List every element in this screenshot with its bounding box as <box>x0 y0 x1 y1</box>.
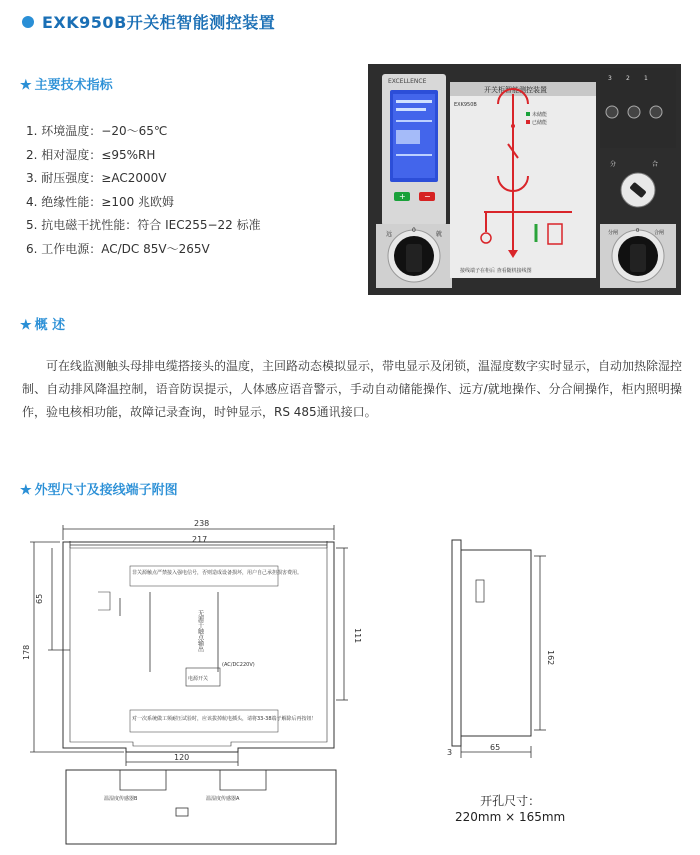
cutout-label: 开孔尺寸： <box>480 794 541 808</box>
svg-text:1: 1 <box>644 75 648 82</box>
svg-text:EXK950B: EXK950B <box>454 102 477 108</box>
svg-text:远: 远 <box>386 231 393 238</box>
svg-text:0: 0 <box>636 228 640 234</box>
power-voltage: (AC/DC220V) <box>222 662 255 668</box>
passive-contact-label: 无源干触点输出 <box>196 610 204 652</box>
dimensions-heading-text: 外型尺寸及接线端子附图 <box>34 483 178 498</box>
terminal-warning-top: 非关源触点严禁接入强电信号，否则造成设备损坏，用户自己承担损害费用。 <box>132 570 303 576</box>
dim-side-height: 162 <box>546 650 555 666</box>
power-switch-label: 电源开关 <box>188 676 209 682</box>
terminal-warning-bottom: 对一次系统做工频耐压试验时，应该拔掉航电插头，请将33-38端子解除后再按钮！ <box>132 716 317 722</box>
page-title-text: EXK950B开关柜智能测控装置 <box>42 13 276 32</box>
svg-text:分: 分 <box>610 161 617 168</box>
sensor-a-label: 温湿度传感器A <box>206 796 240 802</box>
svg-text:合: 合 <box>652 161 659 168</box>
dim-side-thickness: 3 <box>447 748 453 757</box>
star-icon: ★ <box>20 78 32 93</box>
svg-text:2: 2 <box>626 75 630 82</box>
cutout-value: 220mm × 165mm <box>455 810 566 824</box>
svg-text:0: 0 <box>412 227 416 234</box>
sensor-b-label: 温湿度传感器B <box>104 796 138 802</box>
svg-text:接线端子在柜后 查看随机接线图: 接线端子在柜后 查看随机接线图 <box>460 268 532 274</box>
spec-item: 4. 绝缘性能：≥100 兆欧姆 <box>26 194 175 209</box>
dim-bottom-width: 120 <box>174 753 190 762</box>
dim-inner-width: 217 <box>192 535 208 544</box>
svg-text:3: 3 <box>608 75 612 82</box>
overview-heading-text: 概 述 <box>34 318 66 333</box>
spec-item: 1. 环境温度：−20～65℃ <box>26 124 168 138</box>
svg-text:就: 就 <box>436 231 443 238</box>
dim-right-height: 111 <box>353 628 362 644</box>
svg-text:分闸: 分闸 <box>608 230 619 236</box>
cutout-size <box>455 793 565 825</box>
overview-text: 可在线监测触头母排电缆搭接头的温度，主回路动态模拟显示，带电显示及闭锁，温湿度数字实时显示，自动加热除湿控制、自动排风降温控制，语音防误提示，人体感应语音警示，手动自动储能操作、远方/就地操作、分合闸操作，柜内照明操作，验电核相功能，故障记录查询，时钟显示，RS 485通讯接口。 <box>22 359 683 419</box>
svg-text:开关柜智能测控装置: 开关柜智能测控装置 <box>484 86 547 94</box>
dim-side-depth: 65 <box>490 743 501 752</box>
svg-text:未储能: 未储能 <box>532 112 548 118</box>
dim-left-height: 65 <box>35 593 44 604</box>
dim-overall-width: 238 <box>194 519 210 528</box>
spec-item: 3. 耐压强度：≥AC2000V <box>26 171 167 185</box>
star-icon: ★ <box>20 318 32 333</box>
specs-heading-text: 主要技术指标 <box>34 78 113 93</box>
svg-text:−: − <box>424 192 431 201</box>
svg-text:已储能: 已储能 <box>532 120 548 126</box>
star-icon: ★ <box>20 483 32 498</box>
svg-text:+: + <box>399 192 406 201</box>
svg-text:合闸: 合闸 <box>654 230 665 236</box>
brand-logo-text: EXCELLENCE <box>388 78 427 85</box>
dim-total-height: 178 <box>22 644 31 660</box>
spec-item: 2. 相对湿度：≤95%RH <box>26 147 156 162</box>
spec-item: 5. 抗电磁干扰性能：符合 IEC255−22 标准 <box>26 218 261 232</box>
spec-item: 6. 工作电源：AC/DC 85V～265V <box>26 241 210 256</box>
